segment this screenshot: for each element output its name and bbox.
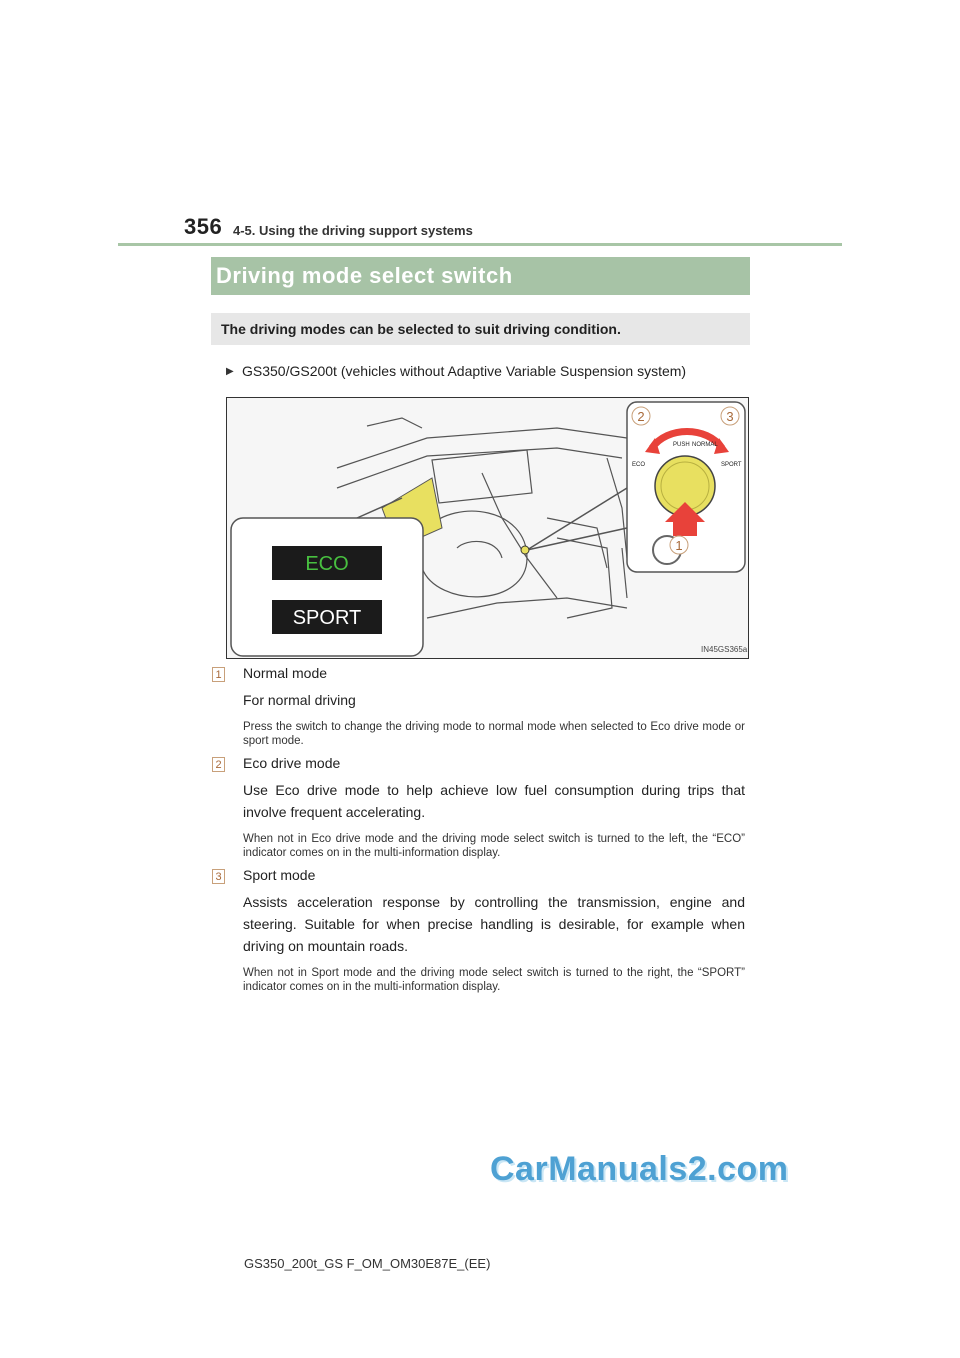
switch-location [521,546,529,554]
section-title: Driving mode select switch [216,263,513,288]
dial-eco-label: ECO [632,462,646,468]
item-1-body: For normal driving [243,692,356,708]
item-1-note: Press the switch to change the driving mode to normal mode when selected to Eco drive mode or sport mode. [243,721,745,747]
item-2-title: Eco drive mode [243,755,341,771]
dashboard-illustration [226,397,749,659]
item-2-body: Use Eco drive mode to help achieve low fuel consumption during trips that involve frequent accelerating. [243,782,745,820]
item-3-note: When not in Sport mode and the driving mode select switch is turned to the right, the “SPORT” indicator comes on in the multi-information display. [243,967,745,993]
callout-3: 3 [726,409,734,424]
watermark: CarManuals2.com [490,1150,789,1188]
page-number: 356 [184,214,223,239]
leader-line-switch-2 [527,528,627,550]
callout-2: 2 [637,409,645,424]
item-2-note: When not in Eco drive mode and the driving mode select switch is turned to the left, the “ECO” indicator comes on in the multi-information display. [243,833,745,859]
item-3-number: 3 [212,869,225,884]
item-3-title: Sport mode [243,867,316,883]
dial-sport-label: SPORT [721,462,742,468]
item-1-title: Normal mode [243,665,328,681]
chapter-title: 4-5. Using the driving support systems [233,223,473,238]
intro-text: The driving modes can be selected to suit driving condition. [221,321,621,337]
item-1-number: 1 [212,667,225,682]
bullet-arrow-icon: ▶ [226,366,234,377]
dial-normal-label: NORMAL [692,442,718,448]
leader-line-switch [527,488,627,550]
illustration-svg [227,398,749,659]
header-divider [118,243,842,246]
dial-push-label: PUSH [673,442,690,448]
item-3-body: Assists acceleration response by controlling the transmission, engine and steering. Suitable for when precise handling is desirable, for example when driving on mountain roads. [243,894,745,954]
footer-code: GS350_200t_GS F_OM_OM30E87E_(EE) [244,1256,491,1271]
eco-indicator-text: ECO [305,553,349,575]
callout-1: 1 [675,538,683,553]
meter-inset [231,518,423,656]
item-2-number: 2 [212,757,225,772]
sport-indicator-text: SPORT [292,607,362,629]
bullet-text: GS350/GS200t (vehicles without Adaptive Variable Suspension system) [242,363,687,379]
figure-code: IN45GS365a [701,645,748,654]
